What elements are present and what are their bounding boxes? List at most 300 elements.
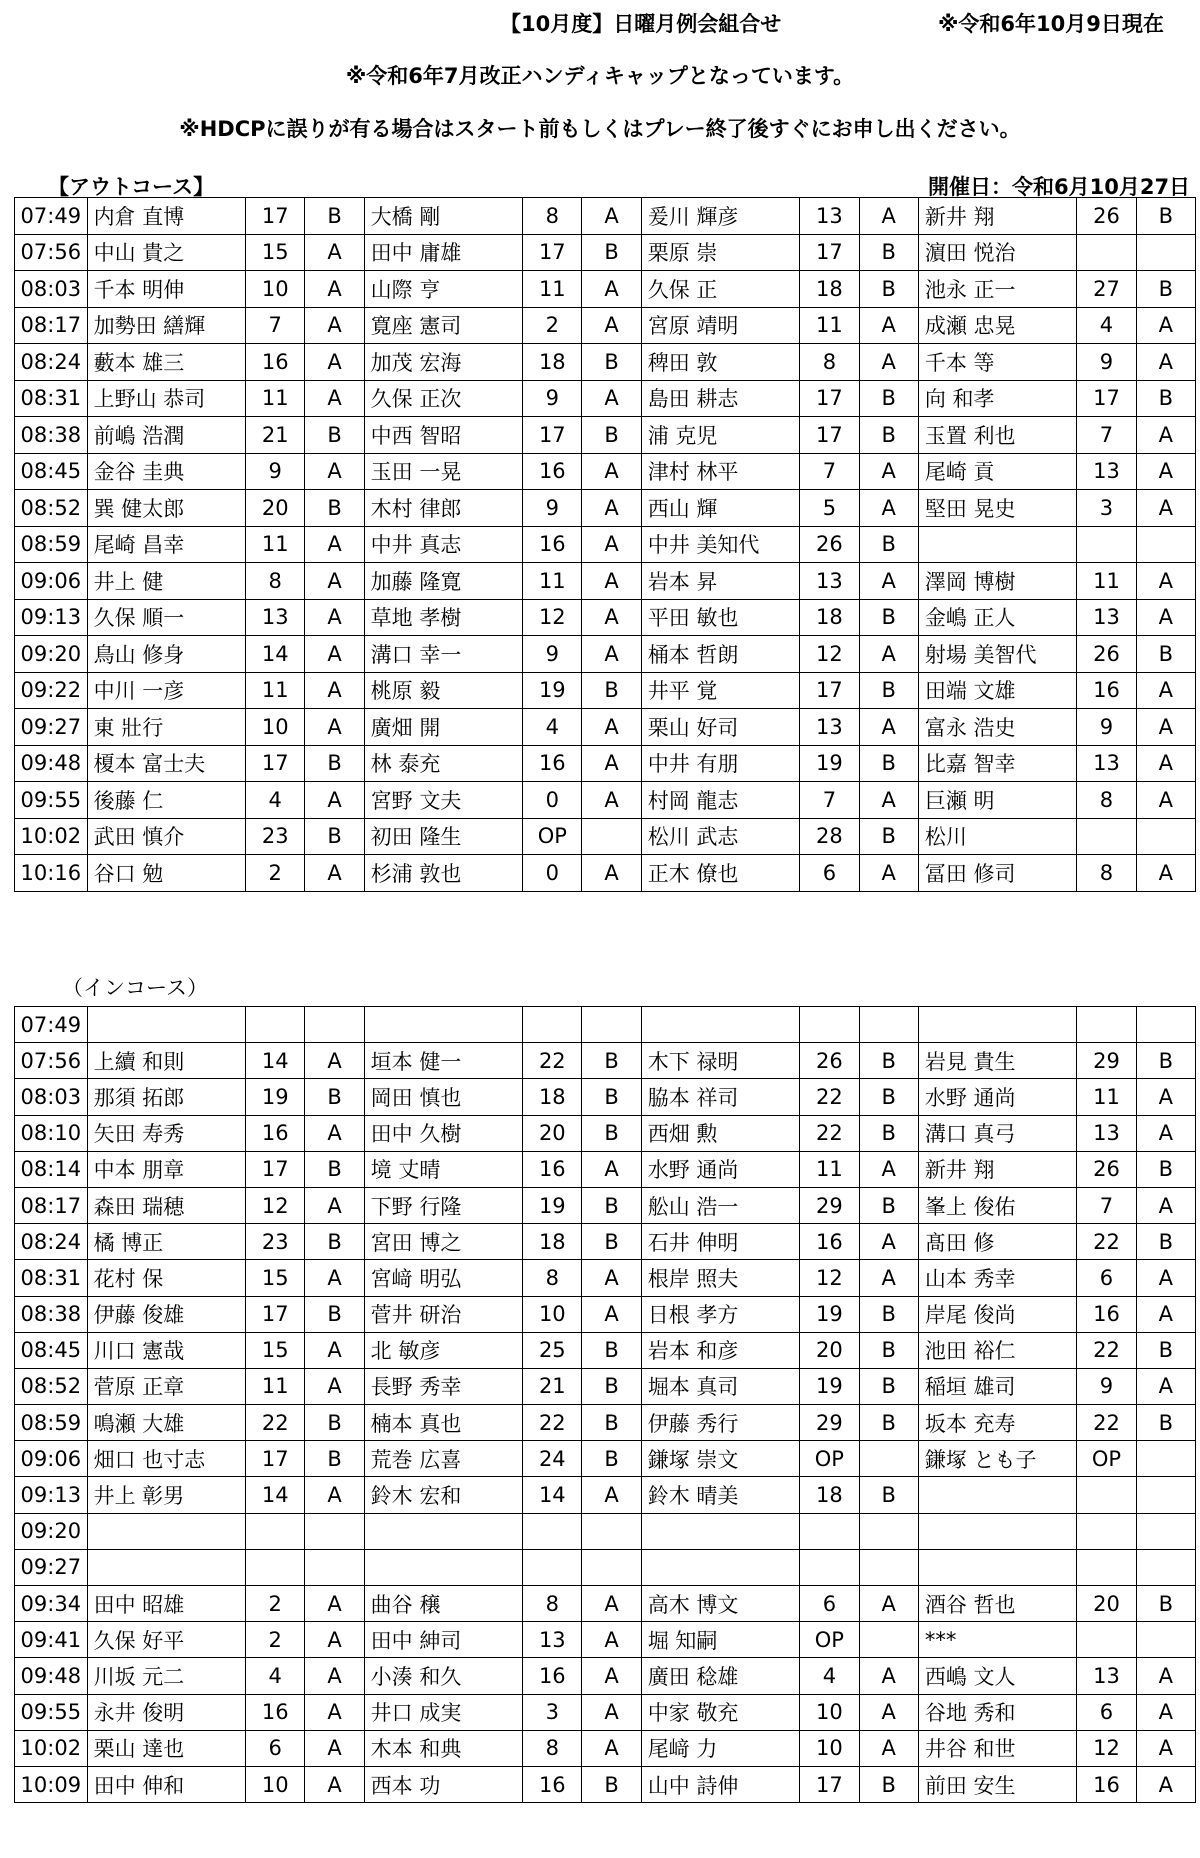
player-name: 堀本 真司	[641, 1368, 799, 1404]
class: A	[582, 636, 641, 673]
table-row	[15, 417, 1196, 454]
class: A	[582, 526, 641, 563]
player-name: 那須 拓郎	[87, 1079, 245, 1115]
player-name: 荒巻 広喜	[364, 1441, 522, 1477]
class: A	[859, 1260, 918, 1296]
table-row	[15, 1477, 1196, 1513]
class: B	[1136, 636, 1195, 673]
class: A	[859, 1658, 918, 1694]
handicap: 9	[523, 636, 582, 673]
handicap	[523, 1549, 582, 1585]
tee-time: 09:34	[15, 1586, 88, 1622]
handicap: 17	[800, 1766, 859, 1802]
handicap: 7	[246, 307, 305, 344]
handicap: 7	[1077, 417, 1136, 454]
handicap: 10	[523, 1296, 582, 1332]
handicap: 21	[246, 417, 305, 454]
in-course-table	[14, 1006, 1196, 1803]
handicap: 9	[1077, 344, 1136, 381]
class: B	[582, 1766, 641, 1802]
tee-time: 08:45	[15, 453, 88, 490]
handicap: 28	[800, 818, 859, 855]
out-course-table	[14, 197, 1196, 892]
class: B	[1136, 1332, 1195, 1368]
player-name: 田端 文雄	[918, 672, 1076, 709]
handicap: 26	[800, 526, 859, 563]
tee-time: 10:02	[15, 1730, 88, 1766]
player-name: 前嶋 浩潤	[87, 417, 245, 454]
player-name: 峯上 俊佑	[918, 1187, 1076, 1223]
player-name: 坂本 充寿	[918, 1405, 1076, 1441]
player-name: 榎本 富士夫	[87, 745, 245, 782]
player-name: 加茂 宏海	[364, 344, 522, 381]
class: A	[1136, 563, 1195, 600]
class	[1136, 1622, 1195, 1658]
handicap: 6	[1077, 1260, 1136, 1296]
handicap: 29	[800, 1405, 859, 1441]
handicap: 6	[246, 1730, 305, 1766]
table-row	[15, 1405, 1196, 1441]
player-name: 松川	[918, 818, 1076, 855]
player-name: 田中 紳司	[364, 1622, 522, 1658]
class: A	[859, 1224, 918, 1260]
handicap: 8	[1077, 782, 1136, 819]
handicap	[800, 1549, 859, 1585]
class: B	[859, 818, 918, 855]
class: A	[582, 599, 641, 636]
handicap	[1077, 1477, 1136, 1513]
player-name: 鳥山 修身	[87, 636, 245, 673]
class: A	[582, 1622, 641, 1658]
class: B	[859, 1079, 918, 1115]
handicap: 13	[1077, 1658, 1136, 1694]
handicap: 13	[246, 599, 305, 636]
handicap: 16	[1077, 672, 1136, 709]
player-name: 内倉 直博	[87, 198, 245, 235]
tee-time: 08:45	[15, 1332, 88, 1368]
table-row	[15, 1043, 1196, 1079]
player-name: 山中 詩伸	[641, 1766, 799, 1802]
handicap: 14	[523, 1477, 582, 1513]
player-name: 岩見 貴生	[918, 1043, 1076, 1079]
class	[859, 1549, 918, 1585]
class: A	[859, 1694, 918, 1730]
player-name: 金嶋 正人	[918, 599, 1076, 636]
handicap: 7	[800, 453, 859, 490]
class: B	[582, 1115, 641, 1151]
player-name: 栗山 達也	[87, 1730, 245, 1766]
class: B	[1136, 1043, 1195, 1079]
class: A	[859, 1151, 918, 1187]
class: A	[305, 344, 364, 381]
class: A	[305, 855, 364, 892]
player-name	[641, 1007, 799, 1043]
handicap: 29	[800, 1187, 859, 1223]
player-name: 木本 和典	[364, 1730, 522, 1766]
player-name	[641, 1513, 799, 1549]
handicap: 16	[523, 745, 582, 782]
player-name: 上野山 恭司	[87, 380, 245, 417]
player-name: 堅田 晃史	[918, 490, 1076, 527]
tee-time: 09:27	[15, 1549, 88, 1585]
player-name: 巽 健太郎	[87, 490, 245, 527]
class: A	[1136, 672, 1195, 709]
player-name: 初田 隆生	[364, 818, 522, 855]
handicap: 8	[523, 1260, 582, 1296]
player-name: 曲谷 穣	[364, 1586, 522, 1622]
class: B	[582, 1079, 641, 1115]
class	[582, 1549, 641, 1585]
player-name	[364, 1549, 522, 1585]
class: A	[582, 709, 641, 746]
class: A	[582, 1477, 641, 1513]
player-name: 金谷 圭典	[87, 453, 245, 490]
handicap: 19	[800, 1368, 859, 1404]
class	[859, 1441, 918, 1477]
class: A	[305, 1260, 364, 1296]
player-name: 平田 敏也	[641, 599, 799, 636]
class: A	[1136, 1658, 1195, 1694]
class: B	[859, 1332, 918, 1368]
class: A	[859, 782, 918, 819]
handicap: 17	[246, 745, 305, 782]
class: A	[859, 563, 918, 600]
class: A	[582, 380, 641, 417]
class	[1136, 526, 1195, 563]
class: A	[305, 1730, 364, 1766]
handicap: 10	[800, 1730, 859, 1766]
handicap: 8	[523, 1586, 582, 1622]
player-name: 田中 庸雄	[364, 234, 522, 271]
class	[1136, 1549, 1195, 1585]
class: B	[859, 380, 918, 417]
tee-time: 08:31	[15, 1260, 88, 1296]
player-name: 加藤 隆寛	[364, 563, 522, 600]
class: A	[305, 1622, 364, 1658]
hdcp-error-note: ※HDCPに誤りが有る場合はスタート前もしくはプレー終了後すぐにお申し出ください。	[179, 117, 1021, 141]
class: B	[582, 417, 641, 454]
class: A	[859, 198, 918, 235]
player-name: 正木 僚也	[641, 855, 799, 892]
handicap: 24	[523, 1441, 582, 1477]
player-name: 岩本 和彦	[641, 1332, 799, 1368]
handicap: 22	[1077, 1405, 1136, 1441]
player-name: 藪本 雄三	[87, 344, 245, 381]
class	[305, 1513, 364, 1549]
table-row	[15, 1296, 1196, 1332]
handicap: 22	[523, 1043, 582, 1079]
player-name: 比嘉 智幸	[918, 745, 1076, 782]
table-row	[15, 526, 1196, 563]
player-name: 千本 明伸	[87, 271, 245, 308]
class: B	[305, 1441, 364, 1477]
handicap: 20	[800, 1332, 859, 1368]
handicap: 3	[523, 1694, 582, 1730]
table-row	[15, 1151, 1196, 1187]
player-name: 尾崎 貢	[918, 453, 1076, 490]
player-name	[87, 1007, 245, 1043]
player-name: 栗原 崇	[641, 234, 799, 271]
class: A	[305, 1368, 364, 1404]
tee-time: 07:56	[15, 1043, 88, 1079]
player-name: 石井 伸明	[641, 1224, 799, 1260]
player-name: 武田 慎介	[87, 818, 245, 855]
player-name	[918, 526, 1076, 563]
player-name: 中井 美知代	[641, 526, 799, 563]
class: B	[305, 1405, 364, 1441]
tee-time: 08:17	[15, 1187, 88, 1223]
tee-time: 08:52	[15, 490, 88, 527]
out-course-rows	[15, 198, 1196, 892]
table-row	[15, 1224, 1196, 1260]
player-name: 鎌塚 とも子	[918, 1441, 1076, 1477]
handicap: 11	[1077, 563, 1136, 600]
class: A	[1136, 1694, 1195, 1730]
player-name: 高木 博文	[641, 1586, 799, 1622]
player-name: 向 和孝	[918, 380, 1076, 417]
handicap: 17	[800, 234, 859, 271]
handicap	[246, 1549, 305, 1585]
handicap: 11	[246, 1368, 305, 1404]
handicap: 18	[800, 1477, 859, 1513]
page-title: 【10月度】日曜月例会組合せ	[500, 12, 782, 36]
tee-time: 07:49	[15, 1007, 88, 1043]
class: A	[305, 271, 364, 308]
class: A	[305, 1694, 364, 1730]
class: A	[1136, 709, 1195, 746]
class: B	[859, 1405, 918, 1441]
player-name: 田中 昭雄	[87, 1586, 245, 1622]
class: A	[582, 453, 641, 490]
handicap: 26	[1077, 1151, 1136, 1187]
player-name: 木村 律郎	[364, 490, 522, 527]
handicap	[246, 1007, 305, 1043]
class: B	[582, 1441, 641, 1477]
handicap	[523, 1007, 582, 1043]
player-name: 境 丈晴	[364, 1151, 522, 1187]
player-name: 根岸 照夫	[641, 1260, 799, 1296]
class: B	[859, 1043, 918, 1079]
player-name: 矢田 寿秀	[87, 1115, 245, 1151]
player-name	[364, 1513, 522, 1549]
handicap: 10	[246, 709, 305, 746]
class: A	[305, 1115, 364, 1151]
class: A	[305, 599, 364, 636]
class: A	[305, 380, 364, 417]
handicap: 14	[246, 636, 305, 673]
table-row	[15, 1513, 1196, 1549]
class: B	[859, 745, 918, 782]
handicap: 12	[800, 1260, 859, 1296]
class: A	[582, 1658, 641, 1694]
player-name: 木下 禄明	[641, 1043, 799, 1079]
handicap: 17	[246, 1441, 305, 1477]
class: A	[1136, 855, 1195, 892]
handicap: 20	[523, 1115, 582, 1151]
class	[582, 1007, 641, 1043]
handicap: 11	[246, 380, 305, 417]
class: B	[1136, 1586, 1195, 1622]
handicap: 13	[800, 198, 859, 235]
class	[582, 818, 641, 855]
player-name: 鎌塚 崇文	[641, 1441, 799, 1477]
handicap: 15	[246, 1260, 305, 1296]
class: B	[859, 672, 918, 709]
player-name: 冨田 修司	[918, 855, 1076, 892]
handicap: 11	[246, 526, 305, 563]
table-row	[15, 1694, 1196, 1730]
class: A	[859, 344, 918, 381]
player-name: 菅井 研治	[364, 1296, 522, 1332]
handicap-note: ※令和6年7月改正ハンディキャップとなっています。	[345, 64, 855, 88]
class: A	[582, 1730, 641, 1766]
class: A	[305, 782, 364, 819]
player-name	[641, 1549, 799, 1585]
class: A	[859, 855, 918, 892]
class: A	[582, 1586, 641, 1622]
table-row	[15, 1115, 1196, 1151]
handicap: 8	[800, 344, 859, 381]
handicap: 11	[523, 563, 582, 600]
player-name: 楠本 真也	[364, 1405, 522, 1441]
handicap	[1077, 1622, 1136, 1658]
handicap: 15	[246, 1332, 305, 1368]
player-name: 中家 敬充	[641, 1694, 799, 1730]
class: A	[305, 1332, 364, 1368]
class	[1136, 818, 1195, 855]
handicap	[1077, 526, 1136, 563]
handicap: 12	[246, 1187, 305, 1223]
tee-time: 09:13	[15, 1477, 88, 1513]
table-row	[15, 563, 1196, 600]
class: A	[305, 1586, 364, 1622]
tee-time: 08:59	[15, 526, 88, 563]
class: B	[305, 1224, 364, 1260]
player-name: 栗山 好司	[641, 709, 799, 746]
player-name: 爰川 輝彦	[641, 198, 799, 235]
class: B	[582, 1224, 641, 1260]
player-name: 加勢田 繕輝	[87, 307, 245, 344]
class: A	[1136, 1766, 1195, 1802]
tee-time: 09:20	[15, 1513, 88, 1549]
class: B	[305, 818, 364, 855]
tee-time: 09:41	[15, 1622, 88, 1658]
class: A	[1136, 1115, 1195, 1151]
player-name	[87, 1549, 245, 1585]
player-name: 村岡 龍志	[641, 782, 799, 819]
class: B	[305, 1296, 364, 1332]
class: A	[859, 453, 918, 490]
handicap: 13	[800, 563, 859, 600]
class: B	[1136, 1224, 1195, 1260]
tee-time: 09:06	[15, 1441, 88, 1477]
player-name: 西畑 勲	[641, 1115, 799, 1151]
table-row	[15, 234, 1196, 271]
player-name: 井上 彰男	[87, 1477, 245, 1513]
handicap: 18	[523, 1079, 582, 1115]
as-of-date: ※令和6年10月9日現在	[938, 12, 1164, 36]
player-name: 中井 真志	[364, 526, 522, 563]
table-row	[15, 1766, 1196, 1802]
handicap: 13	[1077, 599, 1136, 636]
handicap: 19	[800, 745, 859, 782]
table-row	[15, 1586, 1196, 1622]
class: B	[305, 417, 364, 454]
class: A	[305, 636, 364, 673]
class: B	[305, 1151, 364, 1187]
handicap	[800, 1513, 859, 1549]
class: A	[1136, 1730, 1195, 1766]
handicap: OP	[800, 1622, 859, 1658]
handicap: 22	[800, 1079, 859, 1115]
player-name: 岸尾 俊尚	[918, 1296, 1076, 1332]
class: A	[305, 1766, 364, 1802]
table-row	[15, 271, 1196, 308]
class	[582, 1513, 641, 1549]
player-name: 宮原 靖明	[641, 307, 799, 344]
player-name: 岡田 慎也	[364, 1079, 522, 1115]
player-name: 伊藤 俊雄	[87, 1296, 245, 1332]
class: A	[305, 234, 364, 271]
player-name: 谷地 秀和	[918, 1694, 1076, 1730]
handicap: 4	[1077, 307, 1136, 344]
class: B	[305, 198, 364, 235]
handicap: 6	[800, 855, 859, 892]
class: A	[305, 709, 364, 746]
player-name: 澤岡 博樹	[918, 563, 1076, 600]
tee-time: 07:49	[15, 198, 88, 235]
table-row	[15, 1187, 1196, 1223]
player-name: 井谷 和世	[918, 1730, 1076, 1766]
tee-time: 09:55	[15, 782, 88, 819]
table-row	[15, 1549, 1196, 1585]
player-name: 尾﨑 力	[641, 1730, 799, 1766]
class: A	[859, 1586, 918, 1622]
class: A	[859, 1730, 918, 1766]
handicap: 16	[523, 1658, 582, 1694]
player-name: 宮野 文夫	[364, 782, 522, 819]
player-name: 後藤 仁	[87, 782, 245, 819]
handicap: 17	[246, 1296, 305, 1332]
class: B	[582, 1332, 641, 1368]
tee-time: 09:48	[15, 745, 88, 782]
table-row	[15, 1441, 1196, 1477]
player-name: 玉置 利也	[918, 417, 1076, 454]
handicap: 5	[800, 490, 859, 527]
tee-time: 09:20	[15, 636, 88, 673]
player-name: 舩山 浩一	[641, 1187, 799, 1223]
player-name: 尾崎 昌幸	[87, 526, 245, 563]
handicap: 18	[523, 1224, 582, 1260]
player-name: 垣本 健一	[364, 1043, 522, 1079]
handicap: 0	[523, 782, 582, 819]
class: B	[582, 1043, 641, 1079]
player-name: 宮﨑 明弘	[364, 1260, 522, 1296]
player-name	[918, 1513, 1076, 1549]
class: B	[859, 271, 918, 308]
table-row	[15, 1332, 1196, 1368]
handicap: 27	[1077, 271, 1136, 308]
player-name: 前田 安生	[918, 1766, 1076, 1802]
handicap: OP	[800, 1441, 859, 1477]
out-course-label: 【アウトコース】	[48, 175, 215, 199]
handicap: 10	[246, 271, 305, 308]
handicap: 6	[800, 1586, 859, 1622]
class: A	[1136, 745, 1195, 782]
handicap: 12	[523, 599, 582, 636]
player-name: 草地 孝樹	[364, 599, 522, 636]
player-name: 稗田 敦	[641, 344, 799, 381]
